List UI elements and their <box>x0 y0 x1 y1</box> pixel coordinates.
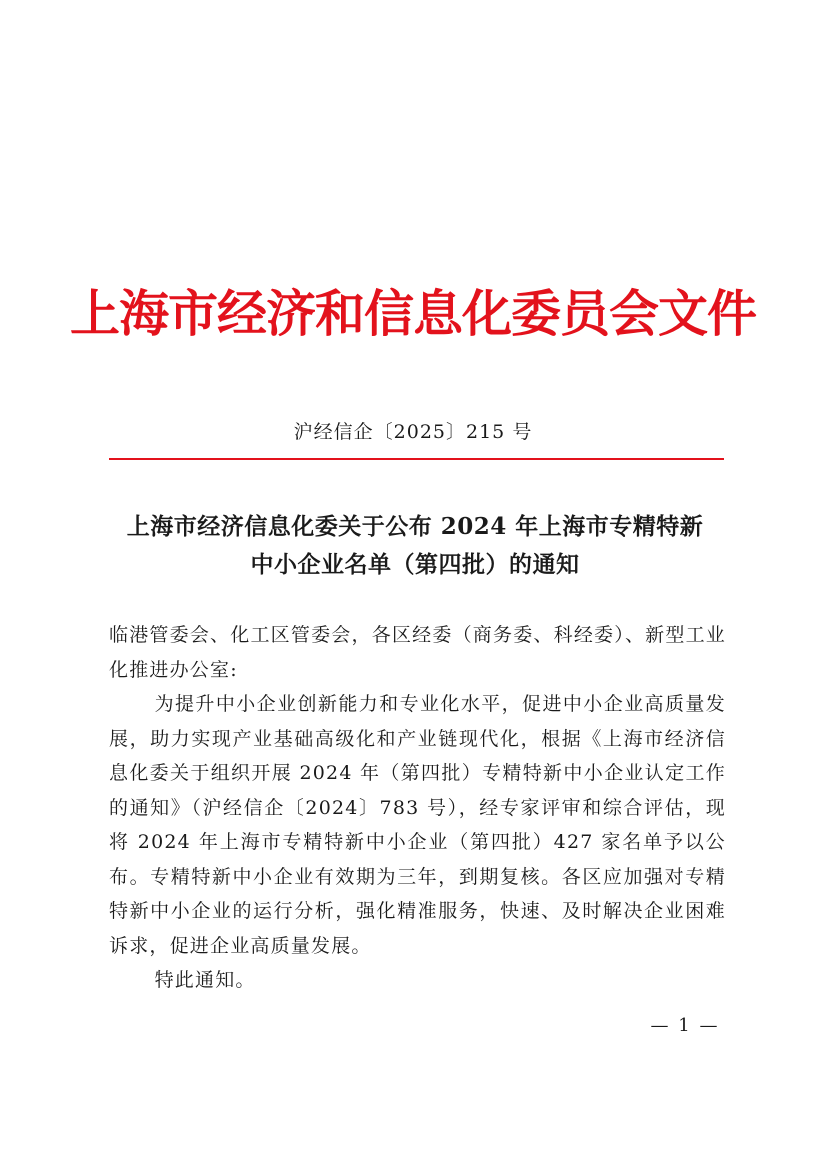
body-paragraph: 为提升中小企业创新能力和专业化水平，促进中小企业高质量发展，助力实现产业基础高级化和产业链现代化，根据《上海市经济信息化委关于组织开展 2024 年（第四批）专精特新中小企业认定工作的通知》（沪经信企〔2024〕783 号），经专家评审和综合评估，现将 2024 年上海市专精特新中小企业（第四批）427 家名单予以公布。专精特新中小企业有效期为三年，到期复核。各区应加强对专精特新中小企业的运行分析，强化精准服务，快速、及时解决企业困难诉求，促进企业高质量发展。 <box>109 693 726 957</box>
agency-masthead: 上海市经济和信息化委员会文件 <box>70 284 756 343</box>
notice-title-line-2: 中小企业名单（第四批）的通知 <box>250 551 580 578</box>
document-number: 沪经信企〔2025〕215 号 <box>293 421 533 443</box>
page-number: — 1 — <box>650 1015 720 1036</box>
notice-body <box>109 618 726 998</box>
addressee: 临港管委会、化工区管委会，各区经委（商务委、科经委）、新型工业化推进办公室: <box>109 624 726 681</box>
closing-line: 特此通知。 <box>154 969 256 991</box>
notice-title-line-1: 上海市经济信息化委关于公布 2024 年上海市专精特新 <box>126 513 704 540</box>
notice-title <box>100 508 730 584</box>
red-divider <box>109 458 724 460</box>
